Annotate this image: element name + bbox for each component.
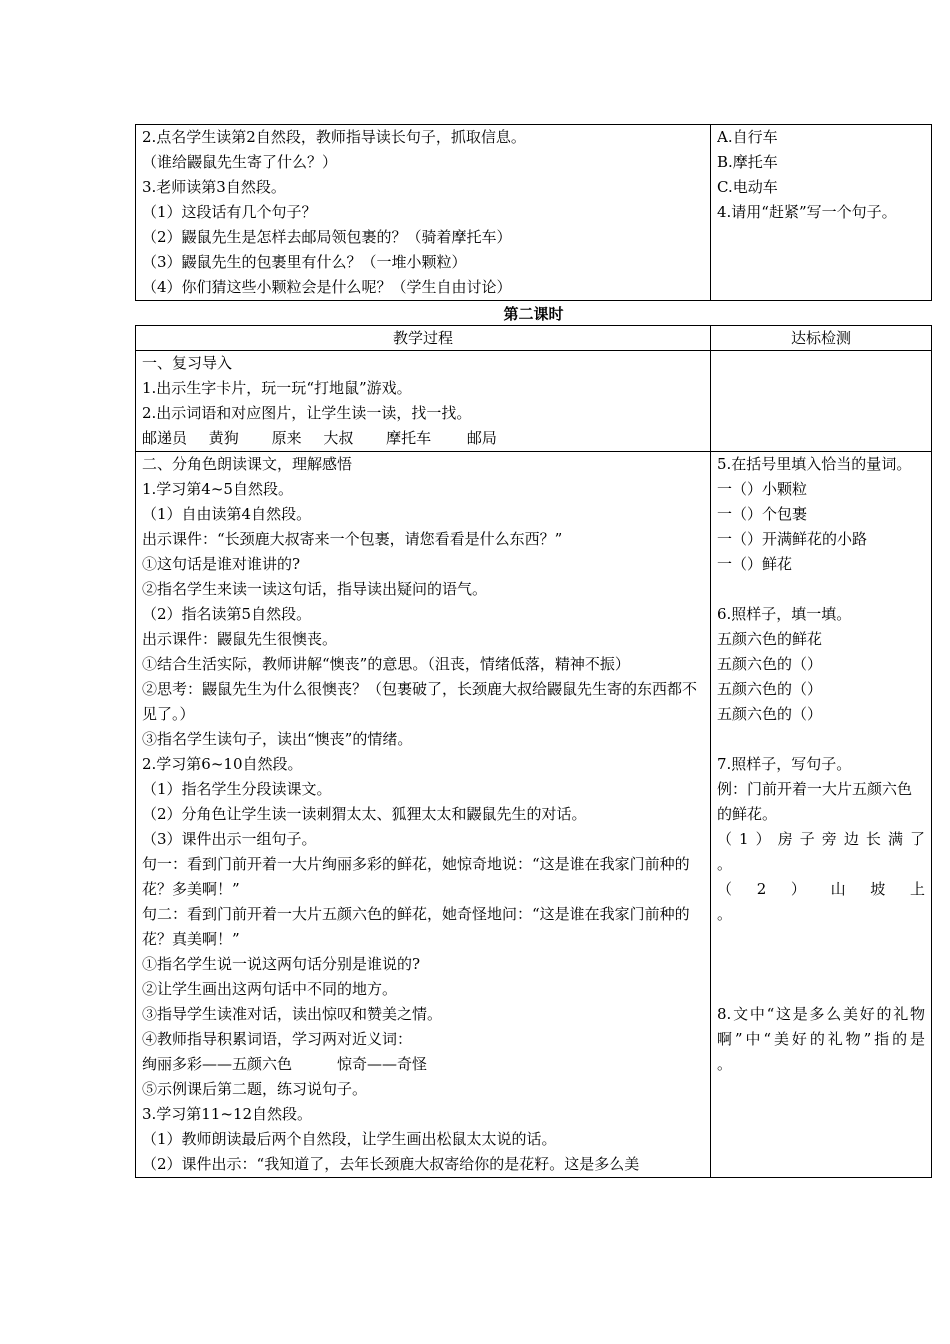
main-cell xyxy=(136,452,711,1178)
text-line: ③指导学生读准对话，读出惊叹和赞美之情。 xyxy=(142,1005,443,1023)
text-line: 句二：看到门前开着一大片五颜六色的鲜花，她奇怪地问：“这是谁在我家门前种的花？真美啊！” xyxy=(142,905,690,948)
word-list xyxy=(142,426,704,451)
text-line: 1.出示生字卡片，玩一玩“打地鼠”游戏。 xyxy=(142,379,412,397)
spacer xyxy=(717,952,925,977)
text-line: （1）指名学生分段读课文。 xyxy=(142,780,332,798)
fill-item: 五颜六色的（） xyxy=(717,680,823,698)
top-right-cell xyxy=(711,125,932,301)
fill-item: 五颜六色的鲜花 xyxy=(717,630,823,648)
text-line: （2）分角色让学生读一读刺猬太太、狐狸太太和鼹鼠先生的对话。 xyxy=(142,805,587,823)
period: 。 xyxy=(717,855,733,873)
text-line: ①结合生活实际，教师讲解“懊丧”的意思。（沮丧，情绪低落，精神不振） xyxy=(142,655,630,673)
word: 摩托车 xyxy=(386,429,432,447)
text-line: 2.学习第6~10自然段。 xyxy=(142,755,303,773)
text-line: ①这句话是谁对谁讲的? xyxy=(142,555,301,573)
main-check-cell xyxy=(711,452,932,1178)
question-8: 8.文中“这是多么美好的礼物啊”中“美好的礼物”指的是 xyxy=(717,1005,925,1048)
text-line: 2.出示词语和对应图片，让学生读一读，找一找。 xyxy=(142,404,472,422)
text-line: （2）课件出示：“我知道了，去年长颈鹿大叔寄给你的是花籽。这是多么美 xyxy=(142,1155,640,1173)
text-line: （3）课件出示一组句子。 xyxy=(142,830,317,848)
review-cell xyxy=(136,351,711,452)
fill-item: 一（）开满鲜花的小路 xyxy=(717,530,868,548)
text-line: （4）你们猜这些小颗粒会是什么呢？（学生自由讨论） xyxy=(142,278,512,296)
period: 。 xyxy=(717,905,733,923)
question-7: 7.照样子，写句子。 xyxy=(717,755,852,773)
top-table xyxy=(135,124,932,301)
text-line: ①指名学生说一说这两句话分别是谁说的? xyxy=(142,955,421,973)
text-line: ②指名学生来读一读这句话，指导读出疑问的语气。 xyxy=(142,580,488,598)
text-line: 出示课件：鼹鼠先生很懊丧。 xyxy=(142,630,338,648)
lesson-table xyxy=(135,325,932,1178)
text-line: （谁给鼹鼠先生寄了什么？） xyxy=(142,153,338,171)
text-line: （2）鼹鼠先生是怎样去邮局领包裹的？（骑着摩托车） xyxy=(142,228,512,246)
text-line: 绚丽多彩——五颜六色 惊奇——奇怪 xyxy=(142,1055,428,1073)
question-5: 5.在括号里填入恰当的量词。 xyxy=(717,455,912,473)
text-line: 3.学习第11~12自然段。 xyxy=(142,1105,313,1123)
text-line: ③指名学生读句子，读出“懊丧”的情绪。 xyxy=(142,730,413,748)
header-check: 达标检测 xyxy=(711,326,932,351)
fill-item: 五颜六色的（） xyxy=(717,705,823,723)
text-line: （1）教师朗读最后两个自然段，让学生画出松鼠太太说的话。 xyxy=(142,1130,557,1148)
spacer xyxy=(717,577,925,602)
fill-item: 五颜六色的（） xyxy=(717,655,823,673)
header-process: 教学过程 xyxy=(136,326,711,351)
text-line: ④教师指导积累词语，学习两对近义词： xyxy=(142,1030,413,1048)
period: 。 xyxy=(717,1055,733,1073)
question-6: 6.照样子，填一填。 xyxy=(717,605,852,623)
text-line: （2）指名读第5自然段。 xyxy=(142,605,312,623)
fill-item: 一（）小颗粒 xyxy=(717,480,808,498)
text-line: （1）自由读第4自然段。 xyxy=(142,505,312,523)
question-7-example: 例：门前开着一大片五颜六色的鲜花。 xyxy=(717,780,913,823)
top-left-cell xyxy=(136,125,711,301)
option-b: B.摩托车 xyxy=(717,153,778,171)
review-check-cell xyxy=(711,351,932,452)
option-a: A.自行车 xyxy=(717,128,778,146)
text-line: ②让学生画出这两句话中不同的地方。 xyxy=(142,980,398,998)
word: 黄狗 xyxy=(208,429,239,447)
section-title: 第二课时 xyxy=(503,305,564,323)
spacer xyxy=(717,727,925,752)
text-line: （1）这段话有几个句子？ xyxy=(142,203,317,221)
text-line: 2.点名学生读第2自然段，教师指导读长句子，抓取信息。 xyxy=(142,128,526,146)
text-line: 3.老师读第3自然段。 xyxy=(142,178,286,196)
option-c: C.电动车 xyxy=(717,178,778,196)
word: 原来 xyxy=(271,429,302,447)
text-line: 二、分角色朗读课文，理解感悟 xyxy=(142,455,353,473)
text-line: 句一：看到门前开着一大片绚丽多彩的鲜花，她惊奇地说：“这是谁在我家门前种的花？多美啊！” xyxy=(142,855,690,898)
word: 邮递员 xyxy=(142,429,188,447)
text-line: ⑤示例课后第二题，练习说句子。 xyxy=(142,1080,368,1098)
fill-item: 一（）鲜花 xyxy=(717,555,793,573)
fill-item: 一（）个包裹 xyxy=(717,505,808,523)
question-4: 4.请用“赶紧”写一个句子。 xyxy=(717,203,897,221)
question-7-2: （2）山坡上 xyxy=(717,880,925,898)
word: 大叔 xyxy=(323,429,354,447)
text-line: （3）鼹鼠先生的包裹里有什么？（一堆小颗粒） xyxy=(142,253,467,271)
text-line: 一、复习导入 xyxy=(142,354,233,372)
word: 邮局 xyxy=(466,429,497,447)
text-line: 1.学习第4~5自然段。 xyxy=(142,480,293,498)
text-line: ②思考：鼹鼠先生为什么很懊丧？（包裹破了，长颈鹿大叔给鼹鼠先生寄的东西都不见了。） xyxy=(142,680,698,723)
spacer xyxy=(717,927,925,952)
text-line: 出示课件：“长颈鹿大叔寄来一个包裹，请您看看是什么东西？” xyxy=(142,530,563,548)
spacer xyxy=(717,977,925,1002)
question-7-1: （1）房子旁边长满了 xyxy=(717,830,925,848)
